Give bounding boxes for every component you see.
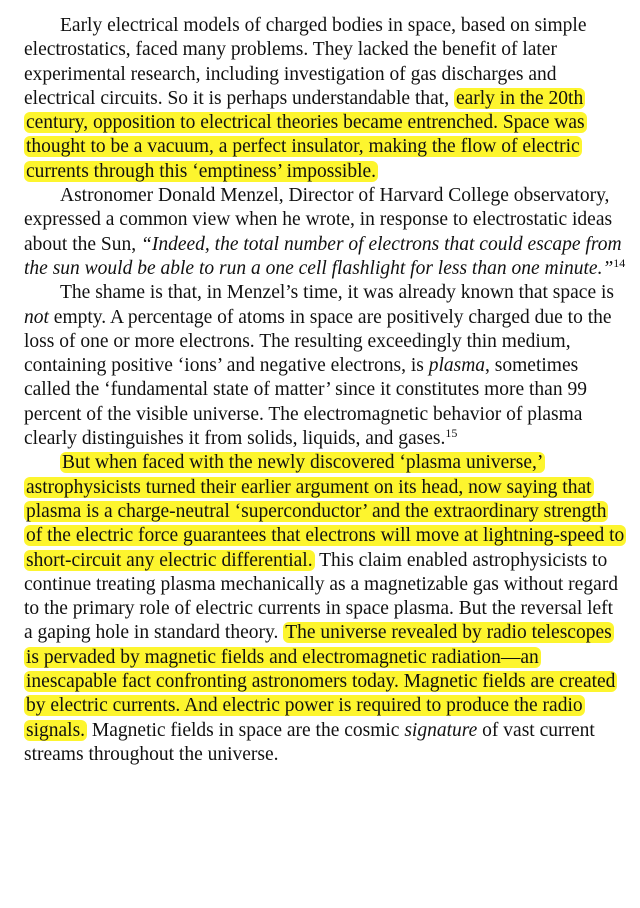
paragraph-text: This claim enabled astrophysicists to continue treating plasma mechanically as a magnetizable gas without regard to the primary role of electric currents in space plasma. But the reversal left a gaping hole in standard theory. (24, 549, 618, 644)
paragraph-text: of vast current streams throughout the universe. (24, 719, 595, 765)
footnote-marker-15: 15 (445, 426, 458, 441)
highlighted-passage: But when faced with the newly discovered ‘plasma universe,’ astrophysicists turned their earlier argument on its head, now saying that plasma is a charge-neutral ‘superconductor’ and the extraordinary strength of the electric force guarantees that electrons will move at lightning-speed to short-circuit any electric differential. (26, 452, 625, 571)
paragraph-text: Astronomer Donald Menzel, Director of Harvard College observatory, expressed a common view when he wrote, in response to electrostatic ideas about the Sun, (24, 185, 613, 255)
emphasis-signature: signature (404, 719, 478, 741)
highlighted-passage: The universe revealed by radio telescopes is pervaded by magnetic fields and electromagnetic radiation—an inescapable fact confronting astronomers today. Magnetic fields are created by electric currents. And electric power is required to produce the radio signals. (26, 622, 616, 741)
paragraph-plasma-definition (24, 281, 626, 451)
paragraph-text: Magnetic fields in space are the cosmic (87, 719, 405, 741)
paragraph-text: Early electrical models of charged bodies in space, based on simple electrostatics, faced many problems. They lacked the benefit of later experimental research, including investigation of gas discharges and electrical circuits. So it is perhaps understandable that, (24, 15, 587, 109)
paragraph-plasma-universe (24, 451, 626, 767)
paragraph-menzel (24, 184, 626, 281)
paragraph-early-electrical-models (24, 14, 626, 184)
highlighted-passage: early in the 20th century, opposition to electrical theories became entrenched. Space was thought to be a vacuum, a perfect insulator, making the flow of electric currents through this ‘emptiness’ impossible. (26, 87, 585, 182)
emphasis-not: not (24, 306, 49, 328)
paragraph-text: , sometimes called the ‘fundamental state of matter’ since it constitutes more than 99 percent of the visible universe. The electromagnetic behavior of plasma clearly distinguishes it from solids, liquids, and gases. (24, 355, 587, 450)
footnote-marker-14: 14 (613, 255, 626, 270)
menzel-quote: “Indeed, the total number of electrons that could escape from the sun would be able to run a one cell flashlight for less than one minute.” (24, 233, 622, 279)
emphasis-plasma: plasma (428, 355, 486, 377)
paragraph-text: empty. A percentage of atoms in space are positively charged due to the loss of one or more electrons. The resulting exceedingly thin medium, containing positive ‘ions’ and negative electrons, is (24, 306, 612, 377)
paragraph-text: The shame is that, in Menzel’s time, it was already known that space is (60, 282, 614, 304)
